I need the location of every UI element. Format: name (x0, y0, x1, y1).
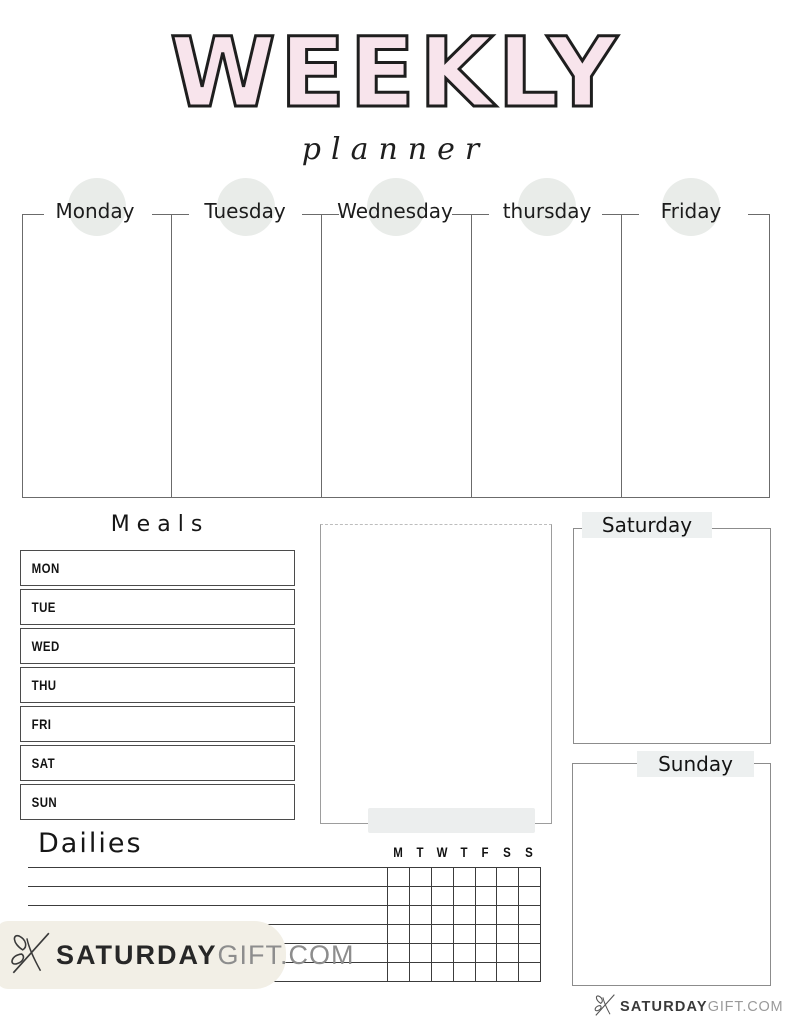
saturday-box[interactable] (573, 528, 771, 744)
notes-title-chip[interactable] (368, 808, 535, 833)
sunday-label: Sunday (658, 752, 733, 776)
day-column-tuesday-area[interactable] (172, 216, 320, 496)
meal-row-sat[interactable] (20, 745, 295, 781)
tracker-initial-t2: T (460, 845, 468, 860)
page-subtitle: planner (301, 132, 490, 167)
sunday-label-chip (637, 751, 754, 777)
gift-bow-icon (6, 930, 52, 980)
day-column-monday-area[interactable] (23, 216, 170, 496)
day-column-thursday-area[interactable] (472, 216, 620, 496)
meal-row-fri[interactable] (20, 706, 295, 742)
brand-footer-left (0, 921, 355, 989)
meal-row-label: THU (31, 677, 57, 693)
meal-row-label: TUE (31, 599, 56, 615)
meal-row-wed[interactable] (20, 628, 295, 664)
brand-footer-right (592, 993, 783, 1021)
meal-row-label: SUN (31, 794, 58, 810)
day-column-wednesday-area[interactable] (322, 216, 470, 496)
tracker-initial-s2: S (525, 845, 533, 860)
meal-row-sun[interactable] (20, 784, 295, 820)
meal-row-label: SAT (31, 755, 56, 771)
tracker-initial-m: M (393, 845, 403, 860)
habit-tracker-area[interactable] (387, 867, 540, 981)
meal-row-label: MON (31, 560, 60, 576)
tracker-grid-line (540, 867, 541, 982)
saturday-label-chip (582, 512, 712, 538)
day-label-monday: Monday (55, 199, 135, 223)
tracker-initial-w: W (436, 845, 448, 860)
dailies-heading: Dailies (38, 828, 143, 859)
tracker-initial-t: T (416, 845, 424, 860)
gift-bow-icon (592, 993, 616, 1021)
week-right-edge (769, 214, 770, 497)
tracker-initial-f: F (481, 845, 489, 860)
week-bottom-line (22, 497, 770, 498)
meal-row-label: WED (31, 638, 60, 654)
day-label-tuesday: Tuesday (204, 199, 286, 223)
day-column-friday-area[interactable] (622, 216, 768, 496)
brand-name-bold: SATURDAY (56, 939, 218, 970)
brand-name-light: GIFT.COM (707, 999, 784, 1015)
day-label-thursday: thursday (502, 199, 592, 223)
meal-row-tue[interactable] (20, 589, 295, 625)
tracker-initial-s: S (503, 845, 511, 860)
page-title: WEEKLY (169, 17, 622, 129)
day-label-wednesday: Wednesday (337, 199, 453, 223)
sunday-box[interactable] (572, 763, 771, 986)
brand-name-light: GIFT.COM (217, 939, 355, 970)
brand-name-bold: SATURDAY (620, 999, 708, 1015)
meal-row-mon[interactable] (20, 550, 295, 586)
meal-row-label: FRI (31, 716, 52, 732)
notes-box[interactable] (320, 524, 552, 824)
day-label-friday: Friday (660, 199, 722, 223)
meals-heading: Meals (110, 512, 210, 537)
meal-row-thu[interactable] (20, 667, 295, 703)
saturday-label: Saturday (601, 513, 693, 537)
